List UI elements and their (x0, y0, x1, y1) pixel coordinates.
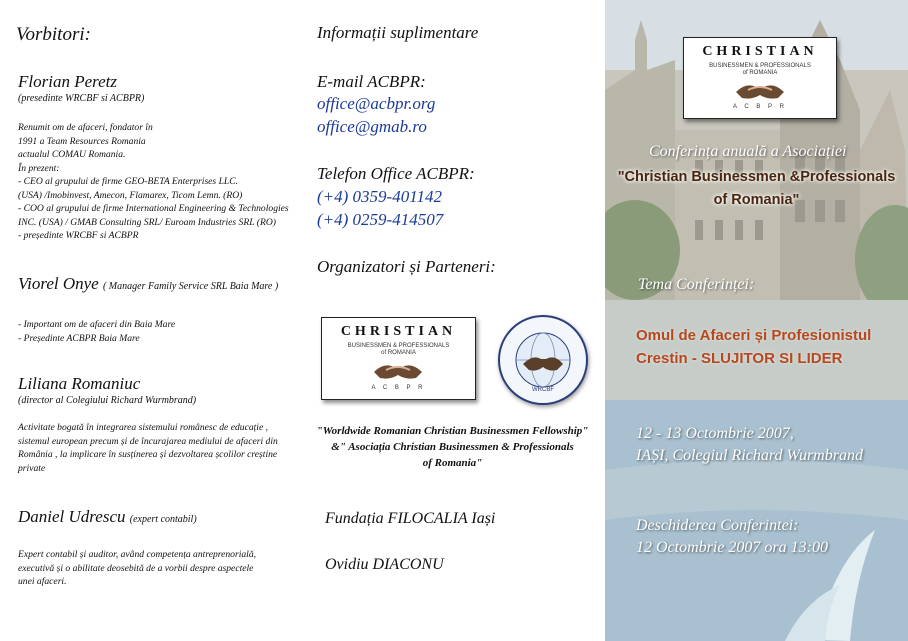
conference-dates: 12 - 13 Octombrie 2007, IAȘI, Colegiul Richard Wurmbrand (636, 425, 863, 464)
speakers-heading: Vorbitori: (16, 24, 91, 45)
speaker-bio: Expert contabil și auditor, având competența antreprenorială, executivă și o abilitate deosebită de a vorbii despre aspectele unei afaceri. (18, 549, 257, 587)
phone-number[interactable]: (+4) 0259-414507 (317, 210, 444, 229)
speaker-role: (presedinte WRCBF si ACBPR) (18, 93, 145, 104)
theme-label: Tema Conferinței: (638, 276, 755, 293)
speaker-role: (director al Colegiului Richard Wurmbrand) (18, 395, 197, 406)
acbpr-logo: CHRISTIAN BUSINESSMEN & PROFESSIONALS of ROMANIA A C B P R (321, 317, 476, 400)
speaker-name: Florian Peretz (18, 72, 117, 91)
email-label: E-mail ACBPR: (317, 72, 426, 91)
handshake-icon (372, 358, 424, 382)
conference-name: "Christian Businessmen &Professionals of Romania" (617, 169, 896, 208)
email-link[interactable]: office@acbpr.org (317, 94, 436, 113)
speaker-bio: - Important om de afaceri din Baia Mare - Președinte ACBPR Baia Mare (18, 319, 176, 344)
handshake-icon (734, 78, 786, 102)
info-heading: Informații suplimentare (317, 23, 479, 42)
foundation-name: Fundația FILOCALIA Iași (325, 510, 496, 527)
phone-label: Telefon Office ACBPR: (317, 164, 475, 183)
speaker-bio: Renumit om de afaceri, fondator în 1991 a Team Resources Romania actualul COMAU Romania. În prezent: - CEO al grupului de firme GEO-BETA Enterprises LLC. (USA) /Imobinvest, Amecon, Flamarex, Ticom Lemn. (RO) - COO al grupului de firme International Engineering & Technologies INC. (USA) / GMAB Consulting SRL/ Euroam Industries SRL (RO) - președinte WRCBF si ACBPR (18, 122, 289, 241)
organizers-heading: Organizatori și Parteneri: (317, 257, 496, 276)
email-link[interactable]: office@gmab.ro (317, 117, 427, 136)
speaker-name: Viorel Onye ( Manager Family Service SRL Baia Mare ) (18, 274, 279, 293)
contact-person: Ovidiu DIACONU (325, 556, 444, 573)
wrcbf-seal: WRCBF (498, 315, 588, 405)
info-column (300, 0, 605, 641)
speaker-name: Daniel Udrescu (expert contabil) (18, 507, 197, 526)
conference-theme: Omul de Afaceri și Profesionistul Crestin - SLUJITOR SI LIDER (636, 327, 872, 367)
conference-intro: Conferința anuală a Asociației (649, 143, 847, 160)
speaker-role: (expert contabil) (129, 514, 197, 525)
acbpr-logo: CHRISTIAN BUSINESSMEN & PROFESSIONALS of ROMANIA A C B P R (683, 37, 837, 119)
opening-info: Deschiderea Conferintei: 12 Octombrie 2007 ora 13:00 (636, 517, 828, 556)
speaker-role: ( Manager Family Service SRL Baia Mare ) (102, 281, 279, 292)
speakers-column (0, 0, 300, 641)
partners-text: "Worldwide Romanian Christian Businessmen Fellowship" &" Asociația Christian Businessmen & Professionals of Romania" (316, 425, 589, 469)
globe-handshake-icon (513, 330, 573, 390)
speaker-name: Liliana Romaniuc (18, 374, 141, 393)
speaker-bio: Activitate bogată în integrarea sistemului românesc de educație , sistemul european precum și de încurajarea mediului de afaceri din România , la implicare în susținerea și dezvoltarea școlilor creștine private (18, 422, 278, 474)
cover-panel (605, 0, 908, 641)
phone-number[interactable]: (+4) 0359-401142 (317, 187, 442, 206)
